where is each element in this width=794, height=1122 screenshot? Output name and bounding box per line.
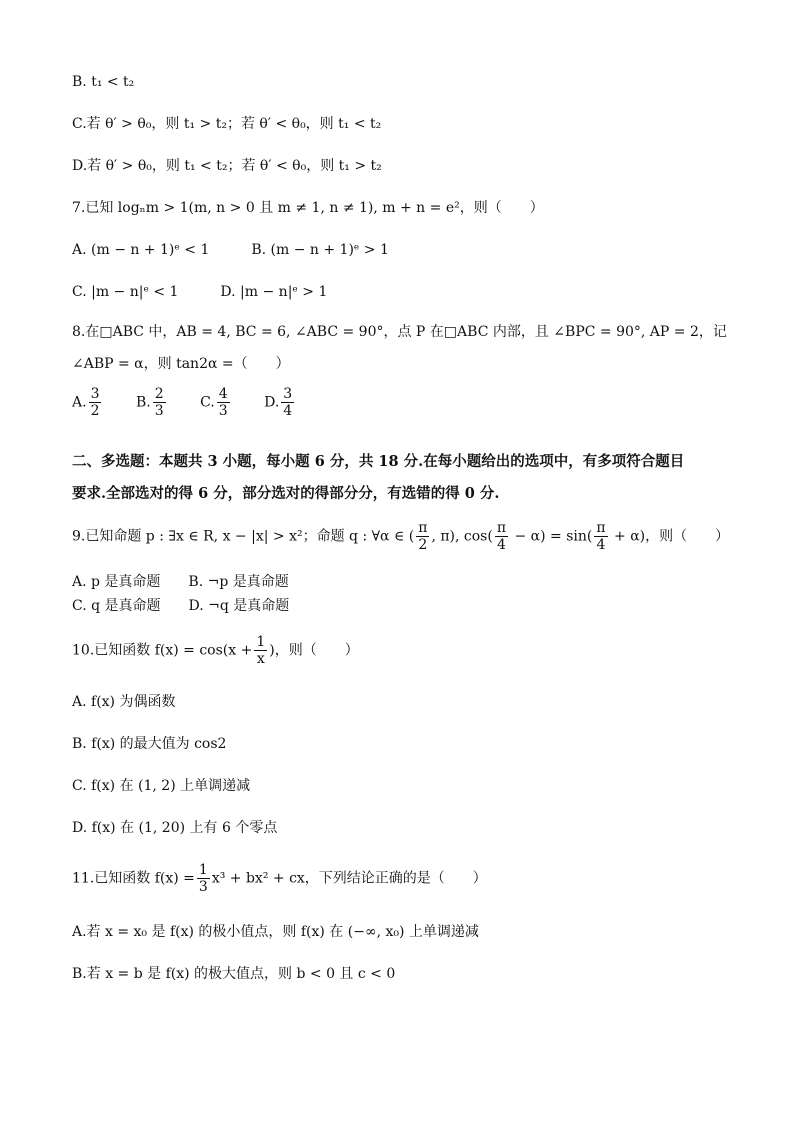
q9-options-cd: C. q 是真命题 D. ¬q 是真命题 [72,598,290,614]
q11-option-a: A.若 x = x₀ 是 f(x) 的极小值点，则 f(x) 在 (−∞, x₀) 上单调递减 [72,924,479,940]
section-heading-line2: 要求.全部选对的得 6 分，部分选对的得部分分，有选错的得 0 分. [72,485,500,502]
q7-stem: 7.已知 logₙm > 1(m, n > 0 且 m ≠ 1, n ≠ 1), m + n = e²，则（ ） [72,200,544,216]
q11-option-b: B.若 x = b 是 f(x) 的极大值点，则 b < 0 且 c < 0 [72,966,396,982]
q9-options-ab: A. p 是真命题 B. ¬p 是真命题 [72,574,289,590]
q9-stem: 9.已知命题 p : ∃x ∈ R, x − |x| > x²；命题 q : ∀α ∈ ( $\frac{\pi}{2}$ , π), cos( $\frac{\pi}{4}$ − α) = sin( $\frac{\pi}{4}$ + α)，则（ ） [72,520,730,553]
q10-option-a: A. f(x) 为偶函数 [72,694,176,710]
q10-stem: 10.已知函数 f(x) = cos(x + $\frac{1}{x}$ )，则（ ） [72,634,359,667]
q6-option-b: B. t₁ < t₂ [72,74,135,90]
q10-option-c: C. f(x) 在 (1, 2) 上单调递减 [72,778,251,794]
q6-option-d: D.若 θ′ > θ₀，则 t₁ < t₂；若 θ′ < θ₀，则 t₁ > t₂ [72,158,382,174]
q8-option-d: D. $\frac{3}{4}$ [264,386,293,419]
q8-option-c: C. $\frac{4}{3}$ [200,386,228,419]
q8-option-a: A. $\frac{3}{2}$ [72,386,100,419]
q7-options-ab: A. (m − n + 1)ᵉ < 1 B. (m − n + 1)ᵉ > 1 [72,242,389,258]
q11-stem: 11.已知函数 f(x) = $\frac{1}{3}$ x³ + bx² + cx，下列结论正确的是（ ） [72,862,487,895]
q7-options-cd: C. |m − n|ᵉ < 1 D. |m − n|ᵉ > 1 [72,284,328,300]
q10-option-d: D. f(x) 在 (1, 20) 上有 6 个零点 [72,820,278,836]
q8-option-b: B. $\frac{2}{3}$ [135,386,164,419]
section-heading-line1: 二、多选题：本题共 3 小题，每小题 6 分，共 18 分.在每小题给出的选项中，有多项符合题目 [72,453,685,470]
q8-options [72,386,324,419]
q6-option-c: C.若 θ′ > θ₀，则 t₁ > t₂；若 θ′ < θ₀，则 t₁ < t₂ [72,116,382,132]
q8-stem-line2: ∠ABP = α，则 tan2α =（ ） [72,356,290,372]
q8-stem-line1: 8.在□ABC 中，AB = 4, BC = 6, ∠ABC = 90°，点 P 在□ABC 内部，且 ∠BPC = 90°, AP = 2，记 [72,324,727,340]
q10-option-b: B. f(x) 的最大值为 cos2 [72,736,227,752]
